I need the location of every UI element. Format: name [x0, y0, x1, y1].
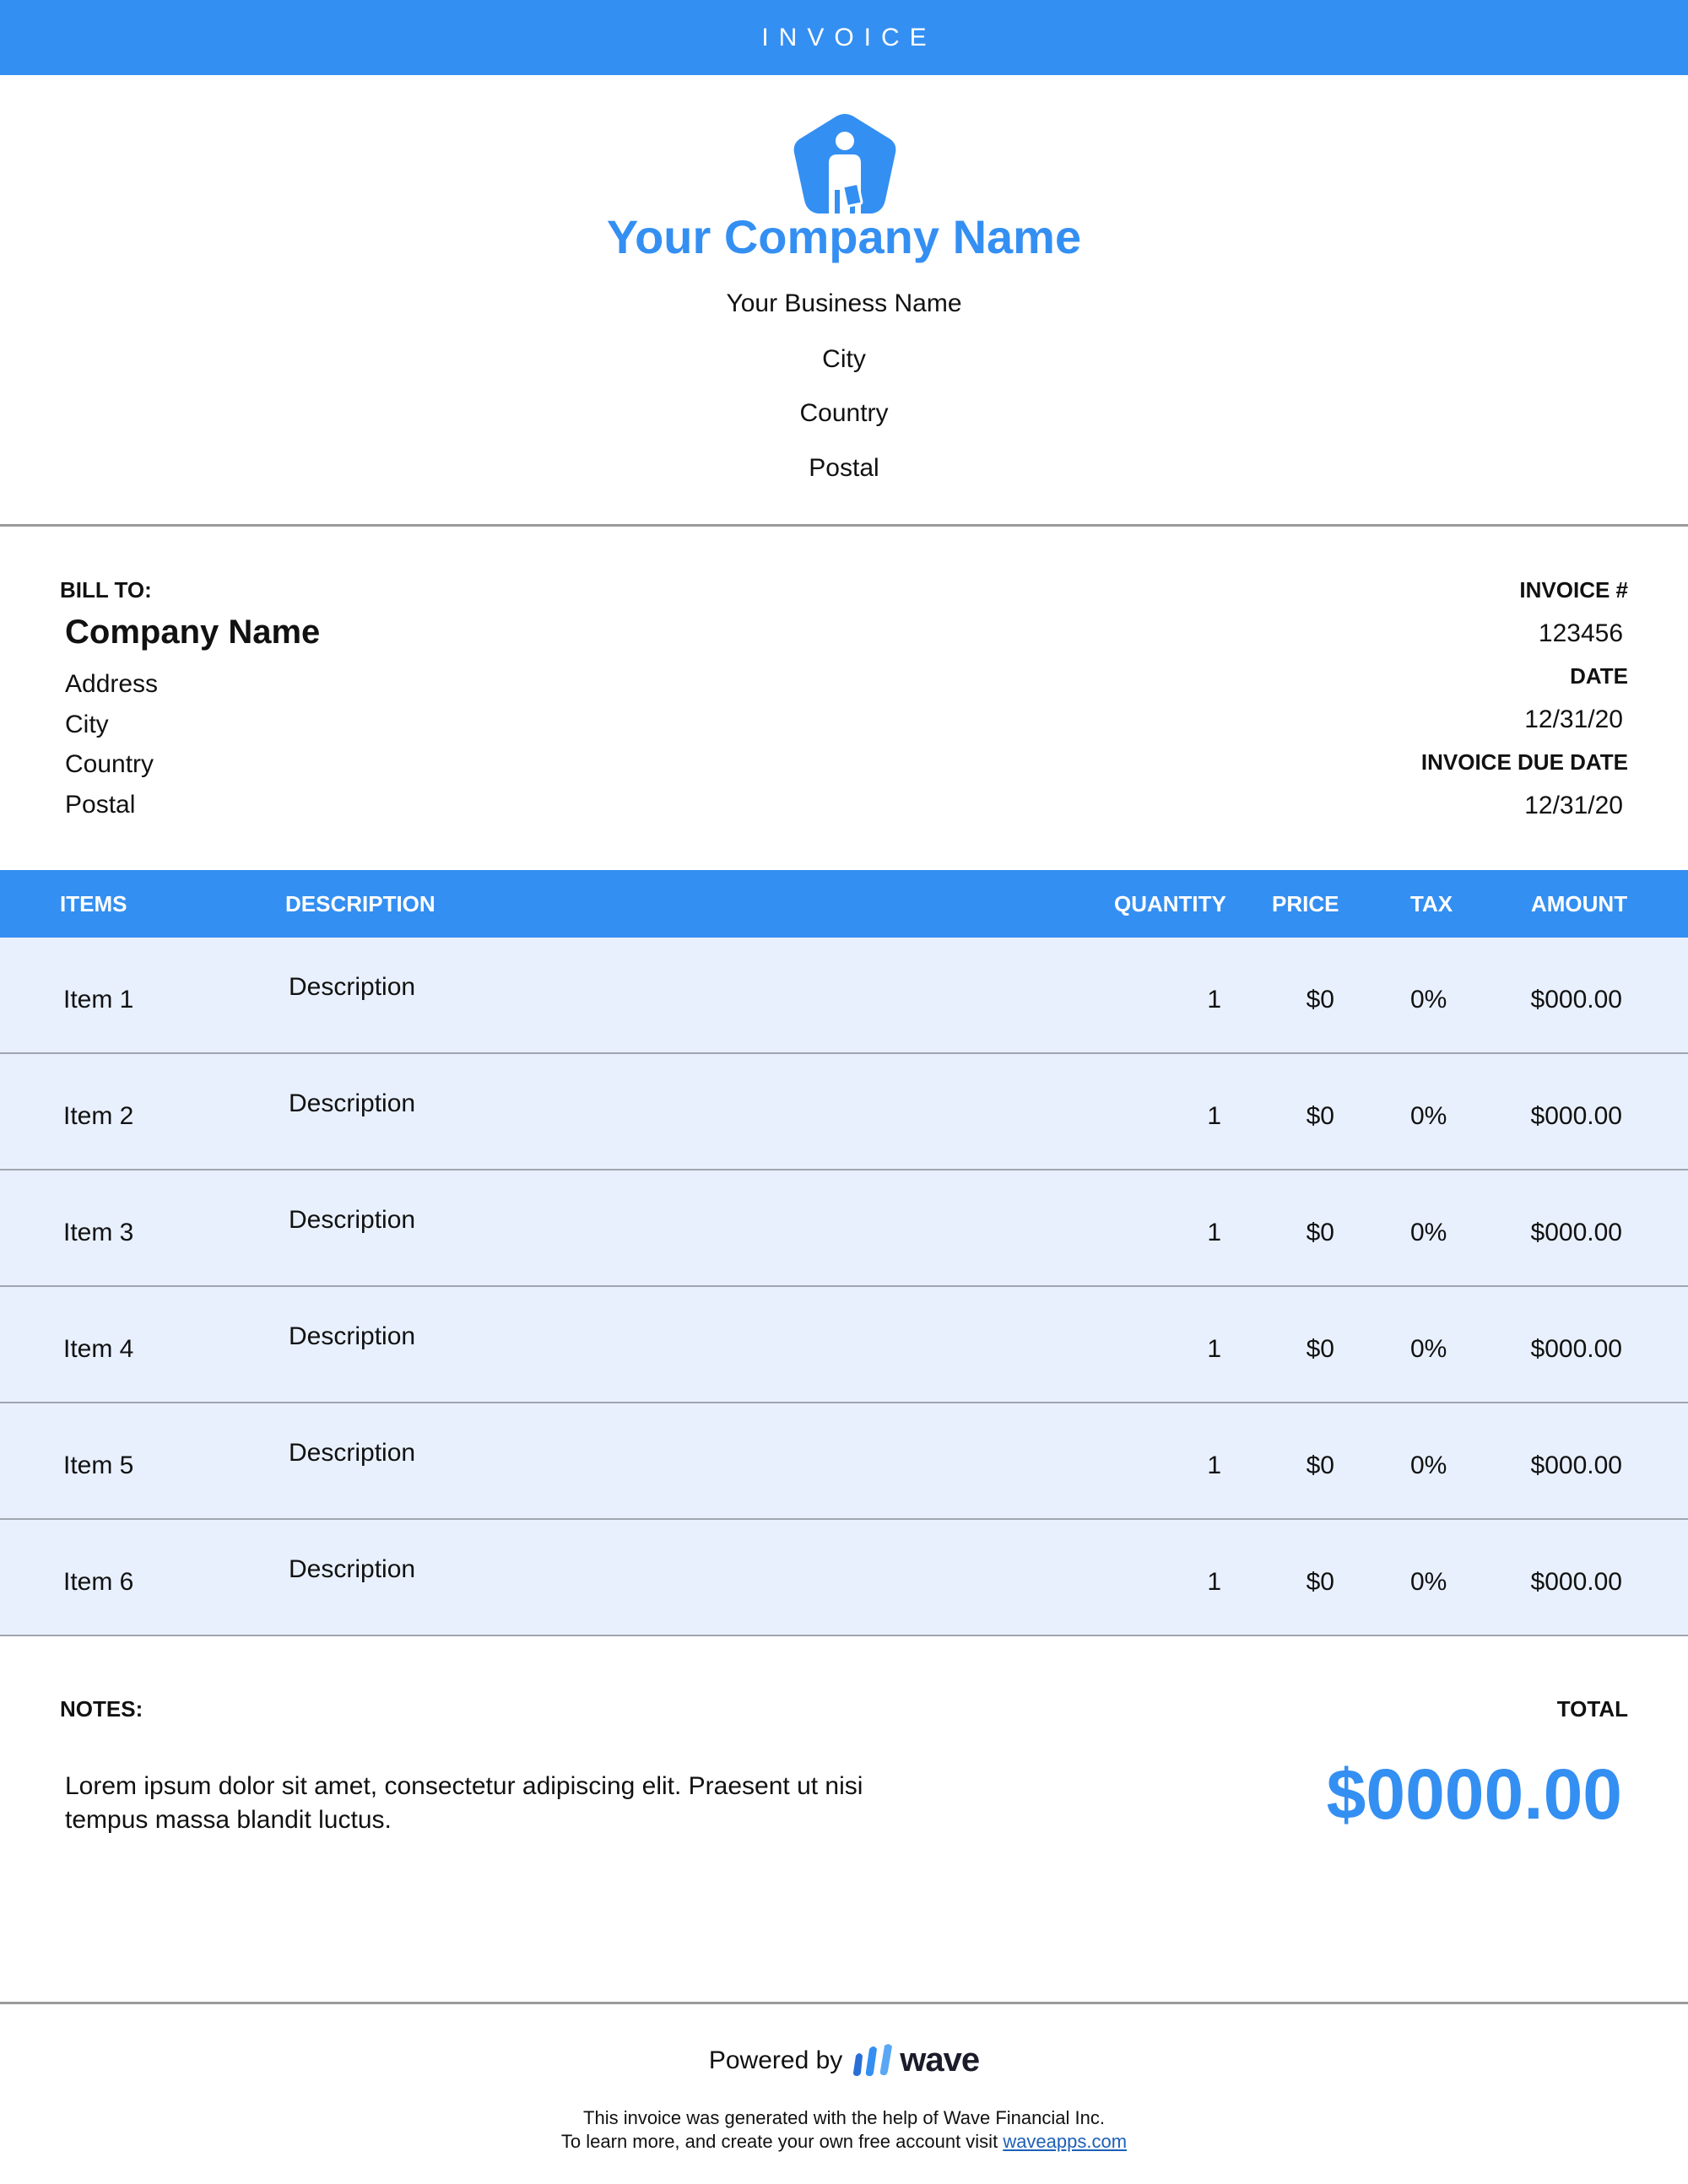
row-price: $0: [1306, 1568, 1334, 1596]
table-row: [0, 938, 1688, 1054]
row-description: Description: [289, 1206, 416, 1234]
invoice-number: 123456: [1538, 619, 1623, 647]
header-tax: TAX: [1410, 891, 1453, 916]
invoice-due-date: 12/31/20: [1524, 792, 1623, 819]
row-quantity: 1: [1207, 1335, 1221, 1363]
header-items: ITEMS: [60, 891, 127, 916]
row-item: Item 3: [63, 1219, 134, 1246]
row-item: Item 5: [63, 1451, 134, 1479]
header-description: DESCRIPTION: [285, 891, 436, 916]
wave-logo-icon: [851, 2042, 896, 2079]
powered-by-wave: [0, 2041, 1688, 2079]
footer-line-2: [0, 2131, 1688, 2153]
row-amount: $000.00: [1530, 1335, 1622, 1363]
table-row: [0, 1287, 1688, 1403]
row-tax: 0%: [1410, 1451, 1447, 1479]
table-row: [0, 1520, 1688, 1636]
row-quantity: 1: [1207, 1219, 1221, 1246]
row-quantity: 1: [1207, 1102, 1221, 1130]
row-description: Description: [289, 1322, 416, 1350]
company-business-name: Your Business Name: [726, 289, 962, 317]
invoice-number-label: INVOICE #: [1519, 577, 1628, 603]
bill-to-country: Country: [65, 750, 154, 778]
header-quantity: QUANTITY: [1114, 891, 1226, 916]
notes-label: NOTES:: [60, 1696, 143, 1722]
row-tax: 0%: [1410, 1219, 1447, 1246]
row-price: $0: [1306, 1219, 1334, 1246]
footer-divider: [0, 2002, 1688, 2004]
total-label: TOTAL: [1556, 1696, 1628, 1722]
wave-brand-name: wave: [900, 2041, 980, 2079]
bill-to-city: City: [65, 711, 109, 738]
invoice-date-label: DATE: [1570, 663, 1628, 689]
row-item: Item 1: [63, 986, 134, 1014]
row-item: Item 4: [63, 1335, 134, 1363]
invoice-date: 12/31/20: [1524, 705, 1623, 733]
notes-text: Lorem ipsum dolor sit amet, consectetur adipiscing elit. Praesent ut nisi tempus massa blandit luctus.: [65, 1772, 863, 1834]
company-postal: Postal: [809, 454, 879, 482]
header-divider: [0, 524, 1688, 527]
row-description: Description: [289, 1555, 416, 1583]
bill-to-postal: Postal: [65, 791, 136, 819]
company-city: City: [822, 345, 866, 373]
row-price: $0: [1306, 1335, 1334, 1363]
table-row: [0, 1403, 1688, 1520]
row-description: Description: [289, 1089, 416, 1117]
bill-to-company-name: Company Name: [65, 614, 321, 651]
row-quantity: 1: [1207, 986, 1221, 1014]
items-table-header: [0, 870, 1688, 938]
row-tax: 0%: [1410, 1102, 1447, 1130]
powered-by-label: Powered by: [708, 2046, 843, 2074]
header-amount: AMOUNT: [1531, 891, 1628, 916]
company-country: Country: [799, 399, 889, 427]
bill-to-label: BILL TO:: [60, 577, 152, 603]
bill-to-address: Address: [65, 670, 159, 698]
row-tax: 0%: [1410, 986, 1447, 1014]
person-document-icon: [789, 111, 901, 217]
row-quantity: 1: [1207, 1568, 1221, 1596]
table-row: [0, 1170, 1688, 1287]
row-description: Description: [289, 1439, 416, 1467]
row-amount: $000.00: [1530, 1568, 1622, 1596]
row-price: $0: [1306, 1102, 1334, 1130]
row-amount: $000.00: [1530, 1451, 1622, 1479]
row-description: Description: [289, 973, 416, 1001]
row-price: $0: [1306, 1451, 1334, 1479]
waveapps-link[interactable]: waveapps.com: [1003, 2131, 1128, 2152]
invoice-header-bar: [0, 0, 1688, 75]
total-value: $0000.00: [1326, 1754, 1622, 1834]
invoice-title: INVOICE: [761, 23, 937, 51]
row-amount: $000.00: [1530, 986, 1622, 1014]
row-tax: 0%: [1410, 1568, 1447, 1596]
row-price: $0: [1306, 986, 1334, 1014]
row-quantity: 1: [1207, 1451, 1221, 1479]
row-item: Item 6: [63, 1568, 134, 1596]
footer-line-2-text: To learn more, and create your own free account visit: [560, 2131, 998, 2152]
table-row: [0, 1054, 1688, 1170]
row-item: Item 2: [63, 1102, 134, 1130]
row-amount: $000.00: [1530, 1219, 1622, 1246]
row-amount: $000.00: [1530, 1102, 1622, 1130]
invoice-due-date-label: INVOICE DUE DATE: [1420, 749, 1628, 775]
header-price: PRICE: [1272, 891, 1339, 916]
company-name: Your Company Name: [606, 210, 1082, 263]
row-tax: 0%: [1410, 1335, 1447, 1363]
footer-line-1: This invoice was generated with the help of Wave Financial Inc.: [583, 2107, 1105, 2128]
